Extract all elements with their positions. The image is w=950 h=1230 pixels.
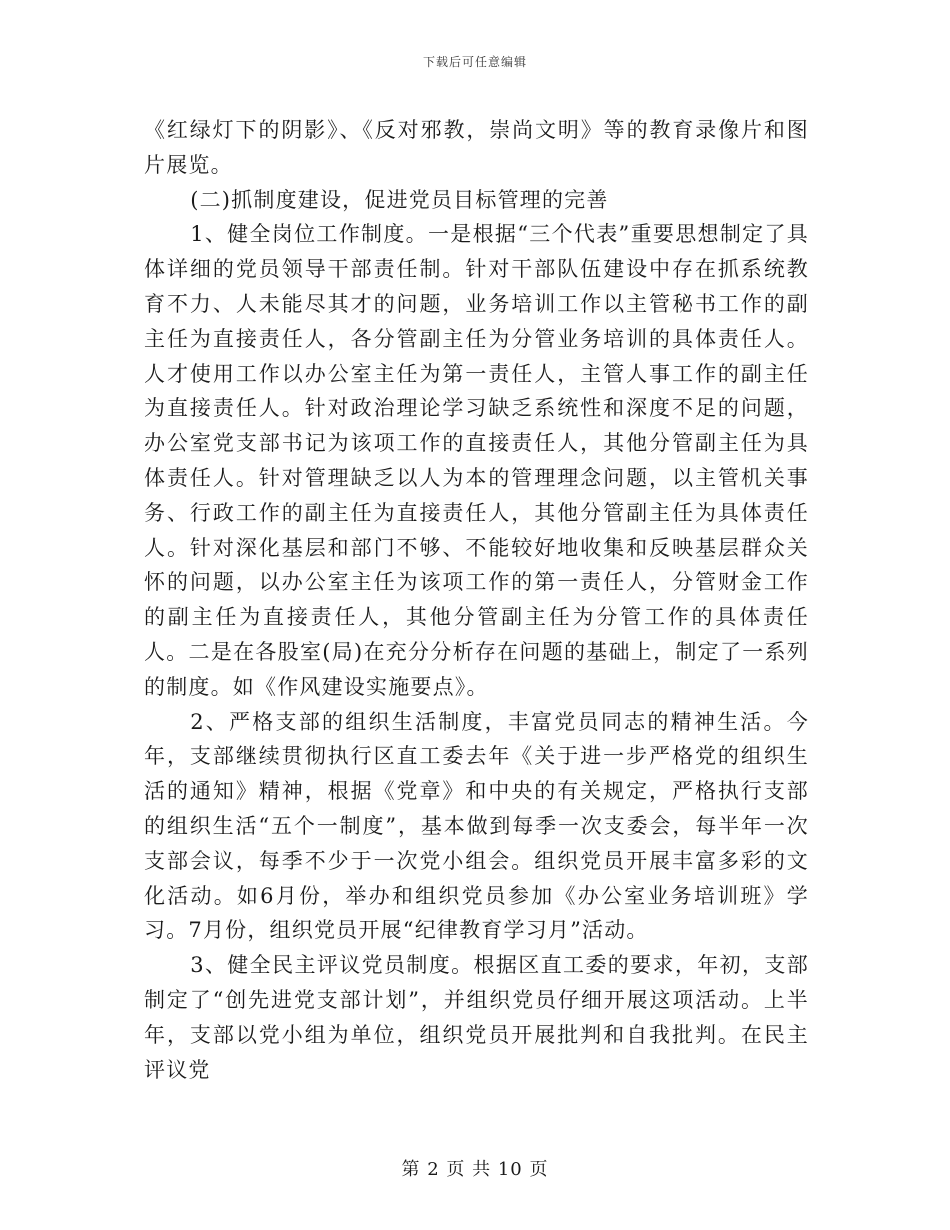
paragraph-3: 1、健全岗位工作制度。一是根据“三个代表”重要思想制定了具体详细的党员领导干部责任制。针对干部队伍建设中存在抓系统教育不力、人未能尽其才的问题，业务培训工作以主管秘书工作的副主任为直接责任人，各分管副主任为分管业务培训的具体责任人。人才使用工作以办公室主任为第一责任人，主管人事工作的副主任为直接责任人。针对政治理论学习缺乏系统性和深度不足的问题，办公室党支部书记为该项工作的直接责任人，其他分管副主任为具体责任人。针对管理缺乏以人为本的管理理念问题，以主管机关事务、行政工作的副主任为直接责任人，其他分管副主任为具体责任人。针对深化基层和部门不够、不能较好地收集和反映基层群众关怀的问题，以办公室主任为该项工作的第一责任人，分管财金工作的副主任为直接责任人，其他分管副主任为分管工作的具体责任人。二是在各股室(局)在充分分析存在问题的基础上，制定了一系列的制度。如《作风建设实施要点》。 bbox=[144, 222, 809, 699]
header-note: 下载后可任意编辑 bbox=[422, 55, 527, 69]
paragraph-4: 2、严格支部的组织生活制度，丰富党员同志的精神生活。今年，支部继续贯彻执行区直工委去年《关于进一步严格党的组织生活的通知》精神，根据《党章》和中央的有关规定，严格执行支部的组织生活“五个一制度”，基本做到每季一次支委会，每半年一次支部会议，每季不少于一次党小组会。组织党员开展丰富多彩的文化活动。如6月份，举办和组织党员参加《办公室业务培训班》学习。7月份，组织党员开展“纪律教育学习月”活动。 bbox=[144, 709, 809, 943]
page-number: 第 2 页 共 10 页 bbox=[401, 1159, 549, 1180]
paragraph-5: 3、健全民主评议党员制度。根据区直工委的要求，年初，支部制定了“创先进党支部计划”，并组织党员仔细开展这项活动。上半年，支部以党小组为单位，组织党员开展批判和自我批判。在民主评议党 bbox=[144, 953, 809, 1082]
document-body bbox=[144, 113, 809, 1087]
paragraph-1: 《红绿灯下的阴影》、《反对邪教，崇尚文明》等的教育录像片和图片展览。 bbox=[144, 118, 809, 177]
section-heading: (二)抓制度建设，促进党员目标管理的完善 bbox=[190, 187, 609, 212]
